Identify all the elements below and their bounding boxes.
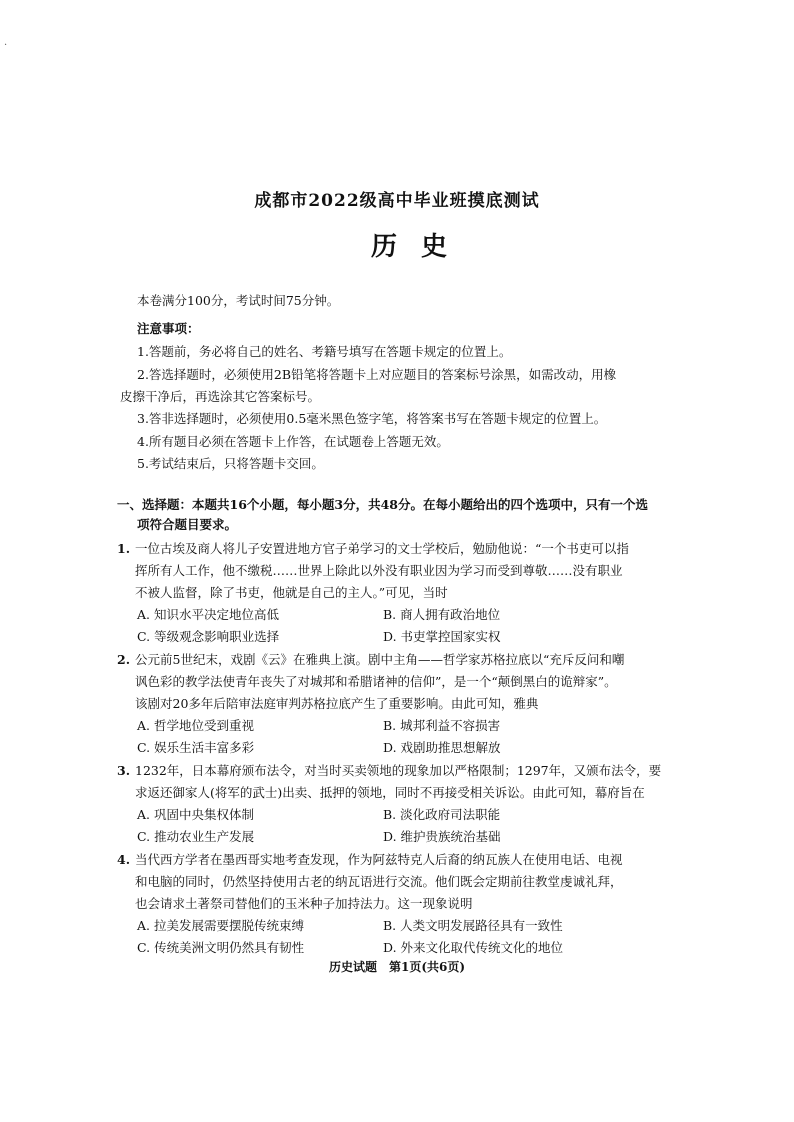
section-heading: 项符合题目要求。 xyxy=(137,517,238,532)
question-stem: 讽色彩的教学法使青年丧失了对城邦和希腊诸神的信仰”，是一个“颠倒黑白的诡辩家”。 xyxy=(135,674,617,689)
option-d: D. 戏剧助推思想解放 xyxy=(383,740,501,755)
question-number: 4. xyxy=(117,852,131,867)
question-stem: 不被人监督，除了书吏，他就是自己的主人。”可见，当时 xyxy=(135,585,448,600)
option-a: A. 哲学地位受到重视 xyxy=(137,718,254,733)
option-b: B. 淡化政府司法职能 xyxy=(383,807,501,822)
question-stem: 求返还御家人(将军的武士)出卖、抵押的领地，同时不再接受相关诉讼。由此可知，幕府旨在 xyxy=(135,785,645,800)
question-number: 1. xyxy=(117,541,131,556)
notice-item: 1.答题前，务必将自己的姓名、考籍号填写在答题卡规定的位置上。 xyxy=(137,344,512,359)
question-stem: 和电脑的同时，仍然坚持使用古老的纳瓦语进行交流。他们既会定期前往教堂虔诚礼拜， xyxy=(135,874,623,889)
option-a: A. 知识水平决定地位高低 xyxy=(137,607,279,622)
page-footer: 历史试题 第1页(共6页) xyxy=(328,960,466,974)
option-c: C. 等级观念影响职业选择 xyxy=(137,629,280,644)
option-c: C. 传统美洲文明仍然具有韧性 xyxy=(137,940,305,955)
notice-item: 3.答非选择题时，必须使用0.5毫米黑色签字笔，将答案书写在答题卡规定的位置上。 xyxy=(137,411,607,426)
notice-item: 皮擦干净后，再选涂其它答案标号。 xyxy=(120,389,321,404)
option-d: D. 外来文化取代传统文化的地位 xyxy=(383,940,564,955)
section-heading: 一、选择题：本题共16个小题，每小题3分，共48分。在每小题给出的四个选项中，只有一个选 xyxy=(117,497,648,512)
option-a: A. 巩固中央集权体制 xyxy=(137,807,254,822)
exam-title: 成都市2022级高中毕业班摸底测试 xyxy=(254,191,540,211)
question-stem: 挥所有人工作，他不缴税……世界上除此以外没有职业因为学习而受到尊敬……没有职业 xyxy=(135,563,623,578)
option-b: B. 商人拥有政治地位 xyxy=(383,607,501,622)
intro-text: 本卷满分100分，考试时间75分钟。 xyxy=(137,293,340,308)
option-b: B. 人类文明发展路径具有一致性 xyxy=(383,918,563,933)
question-number: 2. xyxy=(117,652,131,667)
option-d: D. 书吏掌控国家实权 xyxy=(383,629,501,644)
scan-mark: · xyxy=(4,40,8,51)
notice-heading: 注意事项： xyxy=(137,321,200,336)
notice-item: 5.考试结束后，只将答题卡交回。 xyxy=(137,456,324,471)
question-number: 3. xyxy=(117,763,131,778)
question-stem: 也会请求土著祭司替他们的玉米种子加持法力。这一现象说明 xyxy=(135,896,473,911)
option-c: C. 娱乐生活丰富多彩 xyxy=(137,740,255,755)
subject-title: 历史 xyxy=(370,232,471,262)
option-c: C. 推动农业生产发展 xyxy=(137,829,255,844)
question-stem: 一位古埃及商人将儿子安置进地方官子弟学习的文士学校后，勉励他说：“一个书吏可以指 xyxy=(135,541,629,556)
notice-item: 2.答选择题时，必须使用2B铅笔将答题卡上对应题目的答案标号涂黑，如需改动，用橡 xyxy=(137,367,617,382)
option-a: A. 拉美发展需要摆脱传统束缚 xyxy=(137,918,304,933)
notice-item: 4.所有题目必须在答题卡上作答，在试题卷上答题无效。 xyxy=(137,434,449,449)
option-d: D. 维护贵族统治基础 xyxy=(383,829,501,844)
option-b: B. 城邦利益不容损害 xyxy=(383,718,501,733)
question-stem: 公元前5世纪末，戏剧《云》在雅典上演。剧中主角——哲学家苏格拉底以“充斥反问和嘲 xyxy=(135,652,625,667)
question-stem: 当代西方学者在墨西哥实地考查发现，作为阿兹特克人后裔的纳瓦族人在使用电话、电视 xyxy=(135,852,623,867)
question-stem: 1232年，日本幕府颁布法令，对当时买卖领地的现象加以严格限制；1297年，又颁布法令，要 xyxy=(135,763,662,778)
question-stem: 该剧对20多年后陪审法庭审判苏格拉底产生了重要影响。由此可知，雅典 xyxy=(135,696,539,711)
